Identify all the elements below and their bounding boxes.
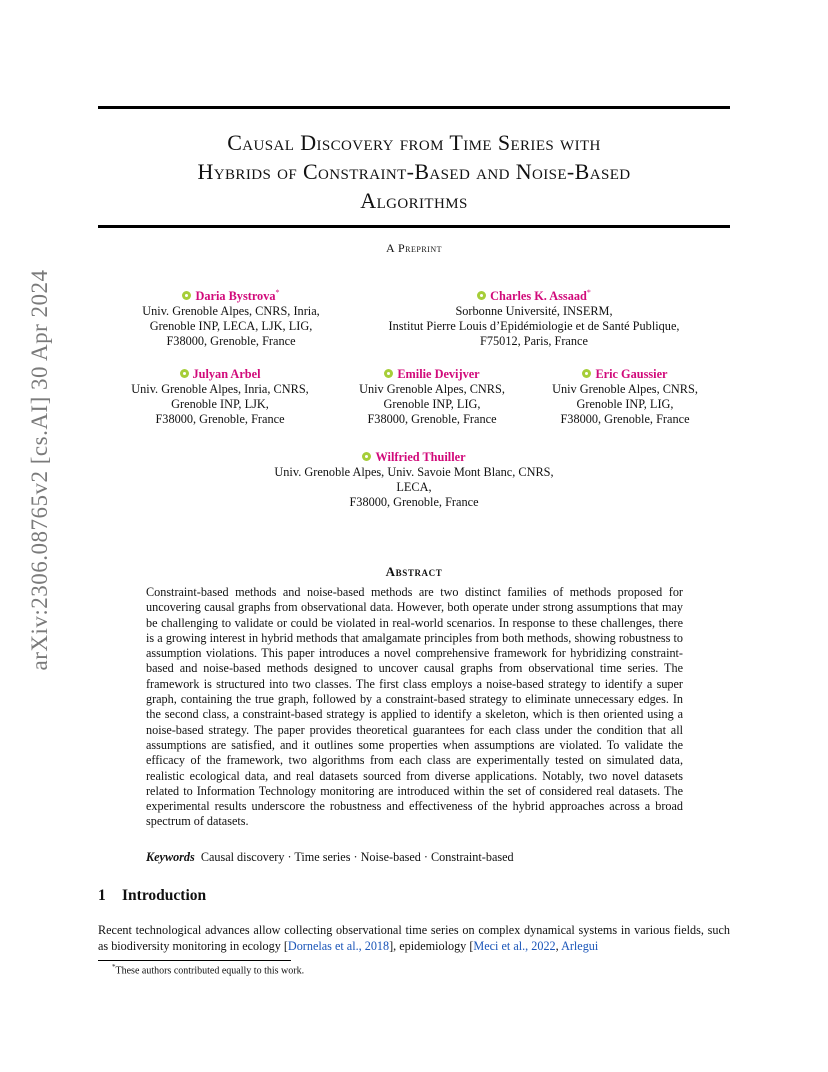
orcid-icon[interactable]: [182, 291, 191, 300]
section-title: Introduction: [122, 887, 207, 904]
author-name[interactable]: Daria Bystrova: [195, 289, 276, 304]
affiliation-line: Grenoble INP, LIG,: [576, 397, 674, 411]
section-number: 1: [98, 887, 106, 904]
arxiv-identifier: arXiv:2306.08765v2 [cs.AI] 30 Apr 2024: [27, 269, 52, 671]
affiliation-line: Grenoble INP, LIG,: [383, 397, 481, 411]
affiliation-line: F38000, Grenoble, France: [349, 495, 479, 509]
affiliation-line: F38000, Grenoble, France: [367, 412, 497, 426]
footnote-mark: *: [112, 963, 116, 971]
section-heading: [98, 887, 206, 905]
paper-title: [98, 128, 730, 215]
affiliation-line: Univ. Grenoble Alpes, Univ. Savoie Mont Blanc, CNRS,: [274, 465, 554, 479]
footnote-rule: [98, 960, 291, 961]
author-name[interactable]: Emilie Devijver: [397, 367, 480, 381]
affiliation-line: Sorbonne Université, INSERM,: [455, 304, 613, 319]
author-block: [340, 367, 524, 427]
keywords-label: Keywords: [146, 850, 195, 864]
author-name[interactable]: Charles K. Assaad: [490, 289, 587, 304]
keywords: [146, 850, 683, 865]
author-block: [120, 285, 342, 349]
author-name[interactable]: Wilfried Thuiller: [375, 450, 466, 464]
intro-text: Recent technological advances allow collecting observational time series on complex dynamical systems in various fields, such as biodiversity monitoring in ecology [: [98, 923, 730, 953]
affiliation-line: LECA,: [396, 480, 432, 494]
affiliation-line: Univ Grenoble Alpes, CNRS,: [552, 382, 698, 396]
top-rule: [98, 106, 730, 109]
affiliation-line: Univ. Grenoble Alpes, CNRS, Inria,: [142, 304, 320, 319]
preprint-label: A Preprint: [385, 241, 442, 255]
affiliation-line: F75012, Paris, France: [480, 334, 588, 349]
author-block: [534, 367, 716, 427]
keywords-list: Causal discovery · Time series · Noise-based · Constraint-based: [200, 850, 514, 864]
citation-link[interactable]: Meci et al., 2022: [473, 939, 556, 953]
orcid-icon[interactable]: [582, 369, 591, 378]
affiliation-line: F38000, Grenoble, France: [560, 412, 690, 426]
affiliation-line: Univ. Grenoble Alpes, Inria, CNRS,: [131, 382, 309, 396]
orcid-icon[interactable]: [477, 291, 486, 300]
affiliation-line: F38000, Grenoble, France: [155, 412, 285, 426]
orcid-icon[interactable]: [384, 369, 393, 378]
intro-text: ], epidemiology [: [389, 939, 474, 953]
title-line: Algorithms: [360, 188, 468, 213]
author-name[interactable]: Julyan Arbel: [192, 367, 261, 381]
citation-link[interactable]: Arlegui: [561, 939, 599, 953]
intro-paragraph: [98, 922, 730, 954]
equal-contribution-mark: *: [275, 288, 280, 297]
bottom-title-rule: [98, 225, 730, 228]
affiliation-line: F38000, Grenoble, France: [166, 334, 296, 349]
title-line: Causal Discovery from Time Series with: [227, 130, 601, 155]
orcid-icon[interactable]: [362, 452, 371, 461]
footnote-text: These authors contributed equally to this work.: [115, 965, 305, 977]
affiliation-line: Institut Pierre Louis d’Epidémiologie et de Santé Publique,: [388, 319, 680, 334]
author-block: [230, 450, 598, 510]
footnote: [112, 963, 304, 976]
affiliation-line: Univ Grenoble Alpes, CNRS,: [359, 382, 505, 396]
equal-contribution-mark: *: [586, 288, 591, 297]
title-line: Hybrids of Constraint-Based and Noise-Based: [197, 159, 631, 184]
abstract-heading: Abstract: [385, 564, 443, 579]
orcid-icon[interactable]: [180, 369, 189, 378]
author-block: [360, 285, 708, 349]
citation-link[interactable]: Dornelas et al., 2018: [287, 939, 390, 953]
author-name[interactable]: Eric Gaussier: [595, 367, 668, 381]
author-block: [110, 367, 330, 427]
intro-text: ,: [555, 939, 562, 953]
abstract-text: Constraint-based methods and noise-based methods are two distinct families of methods proposed for uncovering causal graphs from observational data. However, both operate under strong assumptions that may be challenging to validate or could be violated in real-world scenarios. In response to these challenges, there is a growing interest in hybrid methods that amalgamate principles from both methods, showing robustness to assumption violations. This paper introduces a novel comprehensive framework for hybridizing constraint-based and noise-based methods designed to uncover causal graphs from observational time series. The framework is structured into two classes. The first class employs a noise-based strategy to identify a super graph, containing the true graph, followed by a constraint-based strategy to eliminate unnecessary edges. In the second class, a constraint-based strategy is applied to identify a skeleton, which is then oriented using a noise-based strategy. The paper provides theoretical guarantees for each class under the condition that all assumptions are satisfied, and it outlines some properties when assumptions are violated. To validate the efficacy of the framework, two algorithms from each class are experimentally tested on simulated data, realistic ecological data, and real datasets sourced from diverse applications. Notably, two novel datasets related to Information Technology monitoring are introduced within the set of considered real datasets. The experimental results underscore the robustness and effectiveness of the hybrid approaches across a broad spectrum of datasets.: [146, 585, 683, 829]
affiliation-line: Grenoble INP, LJK,: [171, 397, 269, 411]
affiliation-line: Grenoble INP, LECA, LJK, LIG,: [149, 319, 313, 334]
